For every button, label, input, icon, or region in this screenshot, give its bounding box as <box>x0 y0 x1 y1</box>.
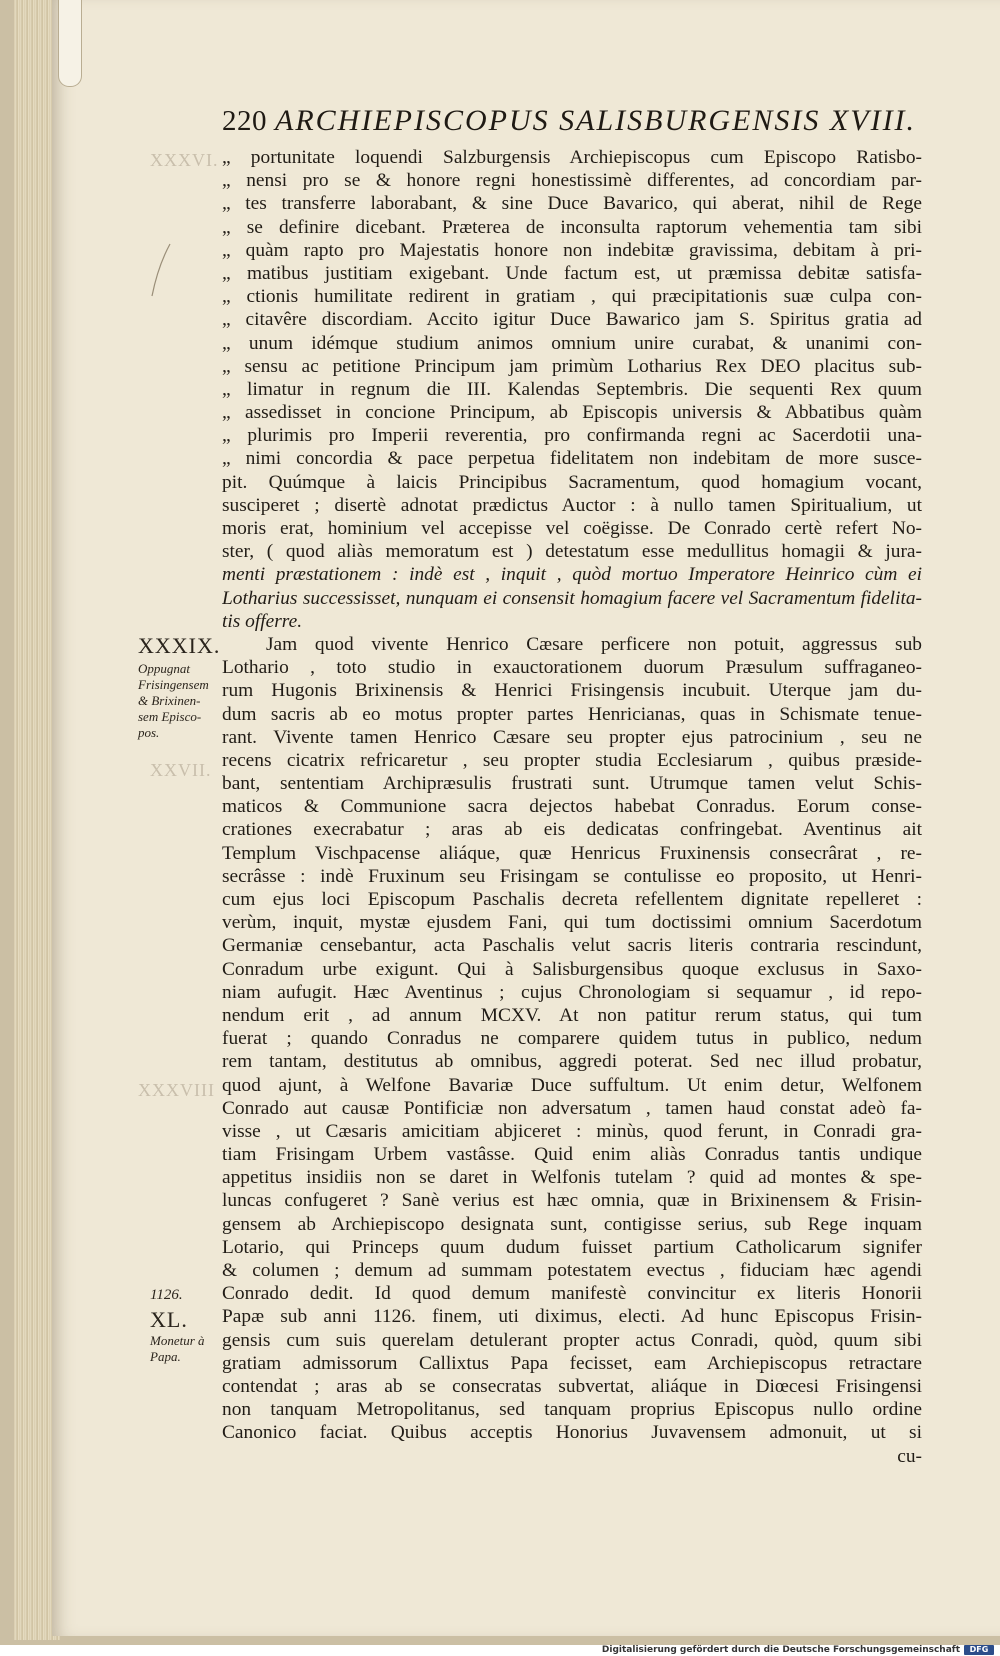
page-title: ARCHIEPISCOPUS SALISBURGENSIS XVIII. <box>275 104 917 137</box>
text-line: moris erat, hominium vel accepisse vel coëgisse. De Conrado certè refert No- <box>222 518 922 539</box>
text-line: pit. Quúmque à laicis Principibus Sacramentum, quod homagium vocant, <box>222 471 922 493</box>
text-line: tiam Frisingam Urbem vastâsse. Quid enim aliàs Conradus tantis undique <box>222 1144 922 1166</box>
text-line: quod ajunt, à Welfone Bavariæ Duce suffultum. Ut enim detur, Welfonem <box>222 1074 922 1096</box>
text-line: gensem ab Archiepiscopo designata sunt, contigisse serius, sub Rege inquam <box>222 1213 922 1235</box>
section-summary-line: Monetur à <box>150 1333 205 1348</box>
text-line: crationes execrabatur ; aras ab eis dedicatas confringebat. Aventinus ait <box>222 819 922 841</box>
text-line: bant, sententiam Archipræsulis frustrati sunt. Utrumque tamen velut Schis- <box>222 773 922 795</box>
text-line: visse , ut Cæsaris amicitiam abjiceret : minùs, quod ferunt, in Conradi gra- <box>222 1120 922 1142</box>
text-line: secrâsse : indè Fruxinum seu Frisingam se contulisse eo proposito, ut Henri- <box>222 865 922 887</box>
section-summary <box>150 1333 205 1365</box>
text-line: rant. Vivente tamen Henrico Cæsare seu propter ejus patrocinium , seu ne <box>222 726 922 748</box>
text-line: Germaniæ censebantur, acta Paschalis velut sacris literis contraria rescindunt, <box>222 935 922 957</box>
text-line: appetitus insidiis non se daret in Welfonis tutelam ? quid ad montes & spe- <box>222 1167 922 1189</box>
show-through-numeral: XXXVI. <box>150 150 219 170</box>
text-line: Lotharius successisset, nunquam ei consensit homagium facere vel Sacramentum fidelita- <box>222 587 922 609</box>
text-line: „ nimi concordia & pace perpetua fidelitatem non indebitam de more susce- <box>222 448 922 470</box>
text-line: „ nensi pro se & honore regni honestissimè differentes, ad concordiam par- <box>222 170 922 192</box>
dfg-logo: DFG <box>964 1645 994 1655</box>
text-line: Jam quod vivente Henrico Cæsare perficere non potuit, aggressus sub <box>266 633 922 655</box>
catchword: cu- <box>897 1445 922 1467</box>
text-line: Conradum urbe exigunt. Qui à Salisburgensibus quoque exclusus in Saxo- <box>222 958 922 980</box>
text-line: „ matibus justitiam exigebant. Unde factum est, ut præmissa debitæ satisfa- <box>222 262 922 284</box>
text-line: „ assedisset in concione Principum, ab Episcopis universis & Abbatibus quàm <box>222 402 922 424</box>
text-line: niam aufugit. Hæc Aventinus ; cujus Chronologiam si sequamur , id repo- <box>222 981 922 1003</box>
text-line: Conrado dedit. Id quod demum manifestè convincitur ex literis Honorii <box>222 1283 922 1305</box>
text-line: „ se definire dicebant. Præterea de inconsulta raptorum vehementia tam sibi <box>222 216 922 238</box>
margin-note-section-39 <box>138 633 220 741</box>
text-line: Templum Vischpacense aliáque, quæ Henricus Fruxinensis consecrârat , re- <box>222 842 922 864</box>
text-line: „ sensu ac petitione Principum jam primùm Lotharius Rex DEO placitus sub- <box>222 355 922 377</box>
text-line: „ portunitate loquendi Salzburgensis Archiepiscopus cum Episcopo Ratisbo- <box>222 147 922 168</box>
text-line: tis offerre. <box>222 610 303 632</box>
section-summary-line: Oppugnat <box>138 661 190 676</box>
section-number: XL. <box>150 1307 188 1332</box>
text-line: ster, ( quod aliàs memoratum est ) detestatum esse medullitus homagii & jura- <box>222 541 922 563</box>
text-line: menti præstationem : indè est , inquit , quòd mortuo Imperatore Heinrico cùm ei <box>222 564 922 586</box>
section-summary-line: Frisingensem <box>138 677 209 692</box>
text-line: gratiam admissorum Callixtus Papa fecisset, eam Archiepiscopus retractare <box>222 1352 922 1374</box>
footer-credit: Digitalisierung gefördert durch die Deutsche Forschungsgemeinschaft <box>601 1645 960 1655</box>
text-line: rum Hugonis Brixinensis & Henrici Frisingensis incubuit. Uterque jam du- <box>222 680 922 702</box>
text-line: „ plurimis pro Imperii reverentia, pro confirmanda regni ac Sacerdotii una- <box>222 425 922 447</box>
text-line: recens cicatrix refricaretur , seu propter studia Ecclesiarum , quibus præside- <box>222 749 922 771</box>
text-line: nendum erit , ad annum MCXV. At non patitur rerum status, qui tum <box>222 1004 922 1026</box>
running-head <box>222 104 942 148</box>
section-summary-line: & Brixinen- <box>138 693 201 708</box>
text-line: non tanquam Metropolitanus, sed tanquam proprius Episcopus nullo ordine <box>222 1399 922 1421</box>
text-line: susciperet ; disertè adnotat prædictus Auctor : à nullo tamen Spiritualium, ut <box>222 494 922 516</box>
section-number: XXXIX. <box>138 633 221 658</box>
text-line: contendat ; aras ab se consecratas subvertat, aliáque in Diœcesi Frisingensi <box>222 1375 922 1397</box>
text-line: Lothario , toto studio in exauctorationem duorum Præsulum suffraganeo- <box>222 657 922 679</box>
text-line: luncas confugeret ? Sanè verius est hæc omnia, quæ in Brixinensem & Frisin- <box>222 1190 922 1212</box>
show-through-numeral: XXVII. <box>150 760 212 780</box>
text-line: „ ctionis humilitate redirent in gratiam , qui præcipitationis suæ culpa con- <box>222 286 922 308</box>
text-line: „ quàm rapto pro Majestatis honore non indebitæ gravissima, debitam à pri- <box>222 239 922 261</box>
section-summary <box>138 661 220 741</box>
text-line: fuerat ; quando Conradus ne comparere quidem tutus in publico, nedum <box>222 1028 922 1050</box>
section-summary-line: sem Episco- <box>138 709 202 724</box>
text-line: „ tes transferre laborabant, & sine Duce Bavarico, qui aberat, nihil de Rege <box>222 193 922 215</box>
text-line: Papæ sub anni 1126. finem, uti diximus, electi. Ad hunc Episcopus Frisin- <box>222 1306 922 1328</box>
text-line: maticos & Communione sacra dejectos habebat Conradus. Eorum conse- <box>222 796 922 818</box>
text-line: rem tantam, destitutus ab omnibus, aggredi poterat. Sed nec illud probatur, <box>222 1051 922 1073</box>
margin-note-section-40 <box>150 1307 205 1365</box>
text-line: cum ejus loci Episcopum Paschalis decreta refellentem dignitate repelleret : <box>222 889 922 910</box>
text-line: Lotario, qui Princeps quum dudum fuisset partium Catholicarum signifer <box>222 1236 922 1258</box>
text-line: Conrado aut causæ Pontificiæ non adversatum , tamen haud constat adeò fa- <box>222 1097 922 1119</box>
main-text-column <box>222 146 922 1468</box>
text-line: & columen ; demum ad summam potestatem evectus , fiduciam hæc agendi <box>222 1260 922 1281</box>
section-summary-line: Papa. <box>150 1349 181 1364</box>
margin-year: 1126. <box>150 1287 183 1303</box>
text-line: gensis cum suis querelam detulerant propter actus Conradi, quòd, quum sibi <box>222 1329 922 1351</box>
bookmark-tab <box>58 0 82 87</box>
text-line: dum sacris ab eo motus propter partes Henricianas, quas in Schismate tenue- <box>222 703 922 725</box>
text-line: „ unum idémque studium animos omnium unire curabat, & unanimi con- <box>222 332 922 354</box>
page-number: 220 <box>222 105 267 137</box>
text-line: Canonico faciat. Quibus acceptis Honorius Juvavensem admonuit, ut si <box>222 1422 922 1444</box>
show-through-numeral: XXXVIII <box>138 1080 215 1100</box>
text-line: „ citavêre discordiam. Accito igitur Duce Bawarico jam S. Spiritus gratia ad <box>222 309 922 331</box>
text-line: verùm, inquit, mystæ ejusdem Fani, qui tum doctissimi omnium Sacerdotum <box>222 912 922 934</box>
text-line: „ limatur in regnum die III. Kalendas Septembris. Die sequenti Rex quum <box>222 378 922 400</box>
pencil-mark <box>148 240 178 300</box>
section-summary-line: pos. <box>138 725 160 740</box>
